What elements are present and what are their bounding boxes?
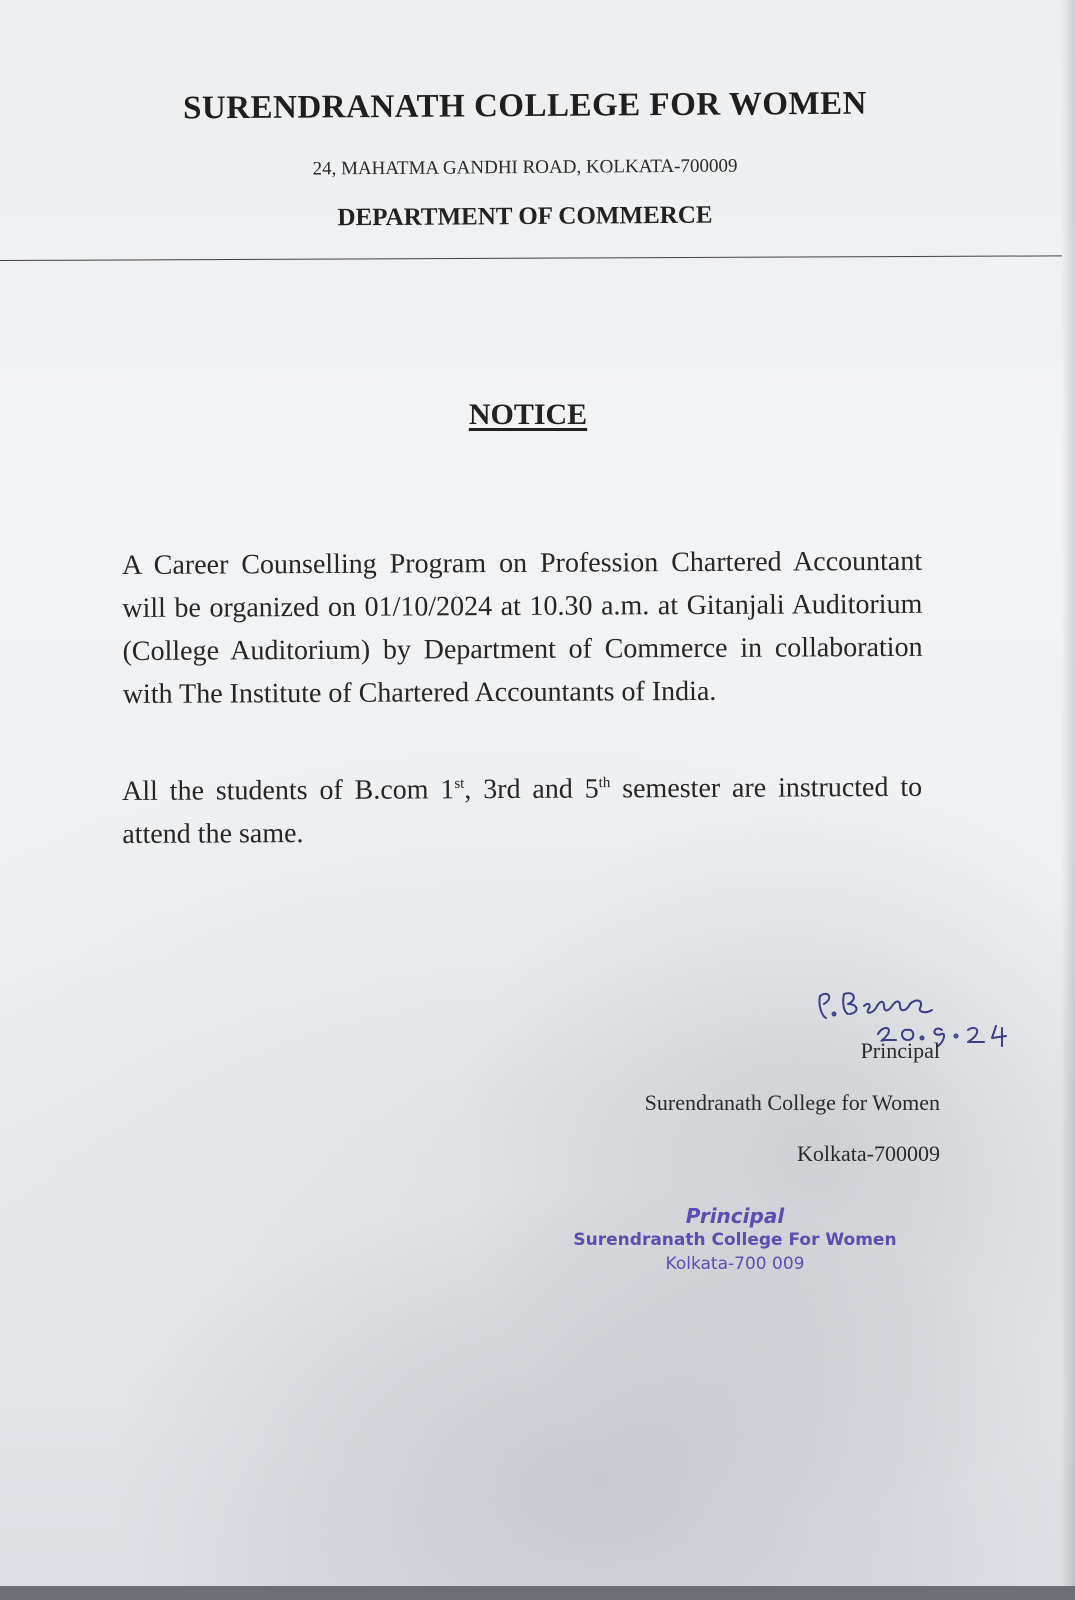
stamp-line-1: Principal (685, 1204, 785, 1228)
signatory-title: Principal (860, 1038, 940, 1063)
signatory-college: Surendranath College for Women (644, 1090, 940, 1115)
department-name: DEPARTMENT OF COMMERCE (337, 201, 713, 232)
header-divider (0, 255, 1062, 261)
ordinal-superscript-1: st (454, 775, 465, 792)
notice-title: NOTICE (468, 398, 588, 431)
ordinal-superscript-2: th (598, 775, 611, 792)
stamp-line-2: Surendranath College For Women (573, 1230, 897, 1250)
college-name: SURENDRANATH COLLEGE FOR WOMEN (182, 85, 868, 127)
notice-paragraph-2 (122, 766, 922, 856)
paragraph-2-text-end: semester are instructed to attend the same. (122, 771, 923, 850)
principal-stamp (560, 1204, 910, 1276)
paragraph-2-text-middle: , 3rd and 5 (464, 773, 599, 806)
college-address: 24, MAHATMA GANDHI ROAD, KOLKATA-700009 (312, 155, 738, 180)
signatory-city: Kolkata-700009 (797, 1141, 940, 1166)
stamp-line-3: Kolkata-700 009 (665, 1254, 805, 1274)
table-surface-edge (0, 1586, 1075, 1600)
page-edge-shadow (1061, 0, 1075, 1600)
notice-paragraph-1: A Career Counselling Program on Profession Chartered Accountant will be organized on 01/10/2024 at 10.30 a.m. at Gitanjali Auditorium (College Auditorium) by Department of Commerce in collaboration with The Institute of Chartered Accountants of India. (122, 545, 923, 710)
paragraph-2-text-start: All the students of B.com 1 (122, 774, 455, 807)
